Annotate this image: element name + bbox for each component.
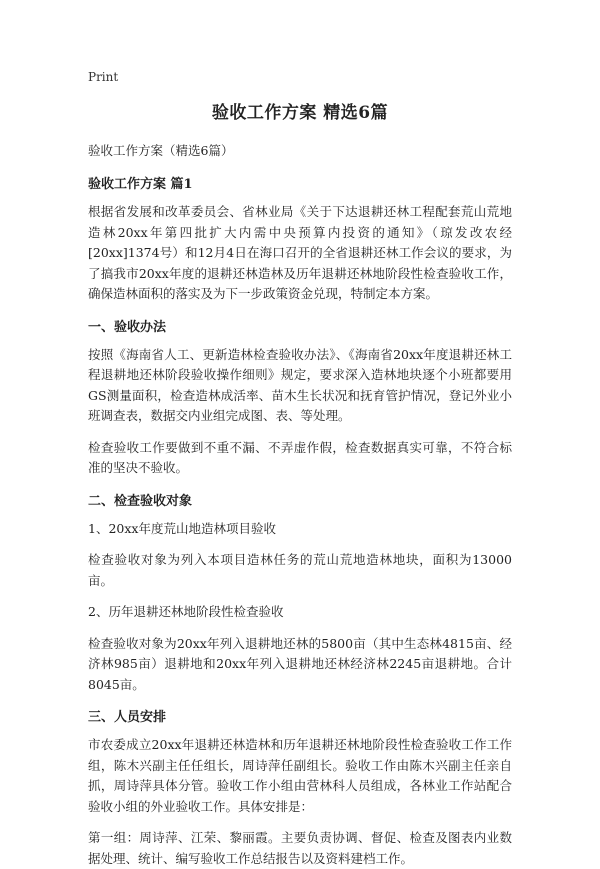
- paragraph-historical-area: 检查验收对象为20xx年列入退耕地还林的5800亩（其中生态林4815亩、经济林985亩）退耕地和20xx年列入退耕地还林经济林2245亩退耕地。合计8045亩。: [88, 635, 512, 692]
- intro-paragraph: 根据省发展和改革委员会、省林业局《关于下达退耕还林工程配套荒山荒地造林20xx年第四批扩大内需中央预算内投资的通知》（琼发改农经[20xx]1374号）和12月4日在海口召开的全省退耕还林工作会议的要求，为了搞我市20xx年度的退耕还林造林及历年退耕还林地阶段性检查验收工作，确保造林面积的落实及为下一步政策资金兑现，特制定本方案。: [88, 204, 512, 301]
- document-subtitle: 验收工作方案（精选6篇）: [88, 143, 234, 158]
- article-heading: 验收工作方案 篇1: [88, 177, 193, 192]
- document-title: 验收工作方案 精选6篇: [211, 103, 389, 123]
- list-item-historical-inspection: 2、历年退耕还林地阶段性检查验收: [88, 604, 284, 619]
- section-heading-inspection-objects: 二、检查验收对象: [88, 493, 193, 509]
- list-item-barren-land-project: 1、20xx年度荒山地造林项目验收: [88, 520, 276, 536]
- paragraph-group-one: 第一组：周诗萍、江荣、黎丽霞。主要负责协调、督促、检查及图表内业数据处理、统计、编写验收工作总结报告以及资料建档工作。: [88, 830, 512, 866]
- section-heading-acceptance-method: 一、验收办法: [88, 319, 167, 335]
- section-heading-staffing: 三、人员安排: [88, 710, 167, 725]
- paragraph-barren-land-area: 检查验收对象为列入本项目造林任务的荒山荒地造林地块，面积为13000亩。: [88, 552, 512, 588]
- print-link[interactable]: Print: [88, 70, 119, 84]
- paragraph-acceptance-method: 按照《海南省人工、更新造林检查验收办法》、《海南省20xx年度退耕还林工程退耕地还林阶段验收操作细则》规定，要求深入造林地块逐个小班都要用GS测量面积，检查造林成活率、苗木生长状况和抚育管护情况，登记外业小班调查表，数据交内业组完成图、表、等处理。: [88, 346, 512, 423]
- paragraph-acceptance-requirement: 检查验收工作要做到不重不漏、不弄虚作假，检查数据真实可靠，不符合标准的坚决不验收。: [88, 439, 512, 475]
- paragraph-staffing: 市农委成立20xx年退耕还林造林和历年退耕还林地阶段性检查验收工作工作组，陈木兴副主任任组长，周诗萍任副组长。验收工作由陈木兴副主任亲自抓，周诗萍具体分管。验收工作小组由营林科人员组成，各林业工作站配合验收小组的外业验收工作。具体安排是：: [88, 737, 512, 814]
